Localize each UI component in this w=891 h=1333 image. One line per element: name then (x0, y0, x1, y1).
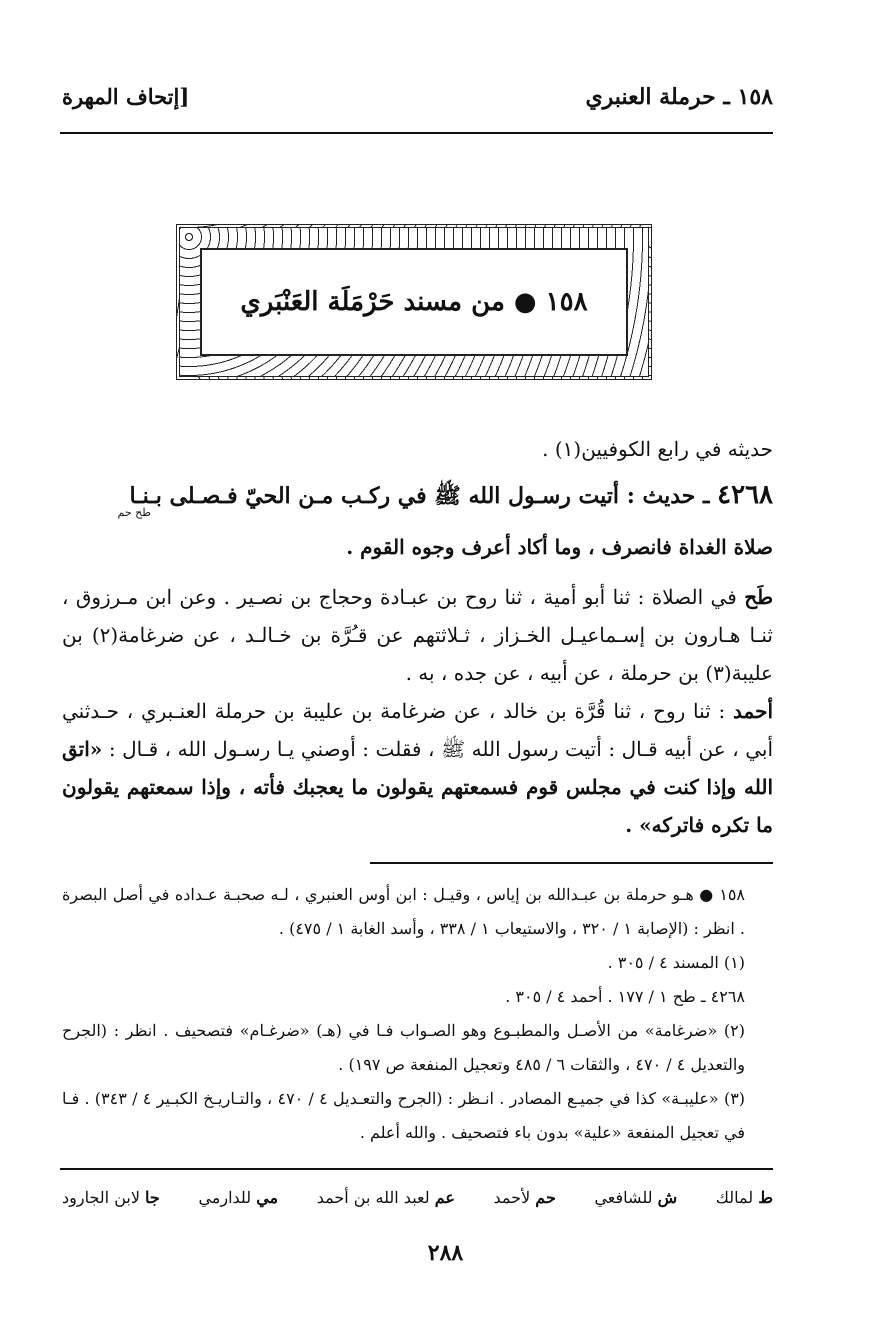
footnote-2: (٢) «ضرغامة» من الأصـل والمطبـوع وهو الصـواب فـا في (هـ) «ضرغـام» فتصحيف . انظر : (الجرح والتعديل ٤ / ٤٧٠ ، والثقات ٦ / ٤٨٥ وتعجيل المنفعة ص ١٩٧) . (62, 1021, 745, 1074)
legend-divider (60, 1168, 773, 1170)
header-divider (60, 132, 773, 134)
footnote-1: (١) المسند ٤ / ٣٠٥ . (607, 953, 745, 972)
page-number: ٢٨٨ (427, 1240, 464, 1266)
isnad-paragraph-ahmad (62, 692, 773, 844)
chapter-heading: ١٥٨ ـ حرملة العنبري (585, 84, 773, 110)
section-title: ١٥٨ ● من مسند حَرْمَلَة العَنْبَري (240, 287, 588, 317)
ornamental-title-frame (176, 224, 652, 380)
hadith-text-continued: صلاة الغداة فانصرف ، وما أكاد أعرف وجوه القوم . (346, 535, 773, 559)
title-inner-box (200, 248, 628, 356)
legend-item: عم لعبد الله بن أحمد (316, 1188, 455, 1207)
footnotes (62, 878, 773, 1150)
legend-item: جا لابن الجارود (62, 1188, 160, 1207)
hadith-number: ٤٢٦٨ (717, 480, 773, 510)
running-header (62, 84, 773, 124)
footnote-158: ١٥٨ ● هـو حرملة بن عبـدالله بن إياس ، وقيـل : ابن أوس العنبري ، لـه صحبـة عـداده في أصل البصرة . انظر : (الإصابة ١ / ٣٢٠ ، والاستيعاب ١ / ٣٣٨ ، وأسد الغابة ١ / ٤٧٥) . (62, 885, 745, 938)
legend-item: مي للدارمي (198, 1188, 279, 1207)
intro-line: حديثه في رابع الكوفيين(١) . (542, 437, 773, 461)
legend-item: حم لأحمد (493, 1188, 556, 1207)
matn-text: «اتق الله وإذا كنت في مجلس قوم فسمعتهم يقولون ما يعجبك فأته ، وإذا سمعتهم يقولون ما تكره فاتركه» . (62, 737, 773, 837)
isnad-text: في الصلاة : ثنا أبو أمية ، ثنا روح بن عبـادة وحجاج بن نصـير . وعن ابن مـرزوق ، ثنـا هـارون بن إسـماعيـل الخـزاز ، ثـلاثتهم عن قـُرَّة بن خـالـد ، عن ضرغامة(٢) بن عليبة(٣) بن حرملة ، عن أبيه ، عن جده ، به . (62, 585, 773, 685)
legend-item: ش للشافعي (594, 1188, 678, 1207)
source-abbrev: طَح (744, 585, 774, 609)
book-heading: [إتحاف المهرة (62, 84, 190, 109)
source-tags: طح حم (117, 506, 151, 519)
hadith-heading (62, 476, 773, 515)
hadith-text: ـ حديث : أتيت رسـول الله ﷺ في ركـب مـن الحيّ فـصـلى بـنـا (129, 483, 710, 509)
legend-item: ط لمالك (715, 1188, 773, 1207)
abbreviation-legend (62, 1188, 773, 1207)
isnad-paragraph-tahawi (62, 578, 773, 692)
isnad-text: : ثنا روح ، ثنا قُرَّة بن خالد ، عن ضرغامة بن عليبة بن حرملة العنـبري ، حـدثني أبي ، عن أبيه قـال : أتيت رسول الله ﷺ ، فقلت : أوصني يـا رسـول الله ، قـال : (62, 699, 774, 761)
footnote-divider (370, 862, 773, 864)
source-name: أحمد (733, 699, 774, 723)
footnote-3: (٣) «عليبـة» كذا في جميـع المصادر . انـظر : (الجرح والتعـديل ٤ / ٤٧٠ ، والتـاريـخ الكبـير ٤ / ٣٤٣) . فـا في تعجيل المنفعة «علية» بدون باء فتصحيف . والله أعلم . (62, 1089, 746, 1142)
footnote-4268: ٤٢٦٨ ـ طح ١ / ١٧٧ . أحمد ٤ / ٣٠٥ . (505, 987, 745, 1006)
